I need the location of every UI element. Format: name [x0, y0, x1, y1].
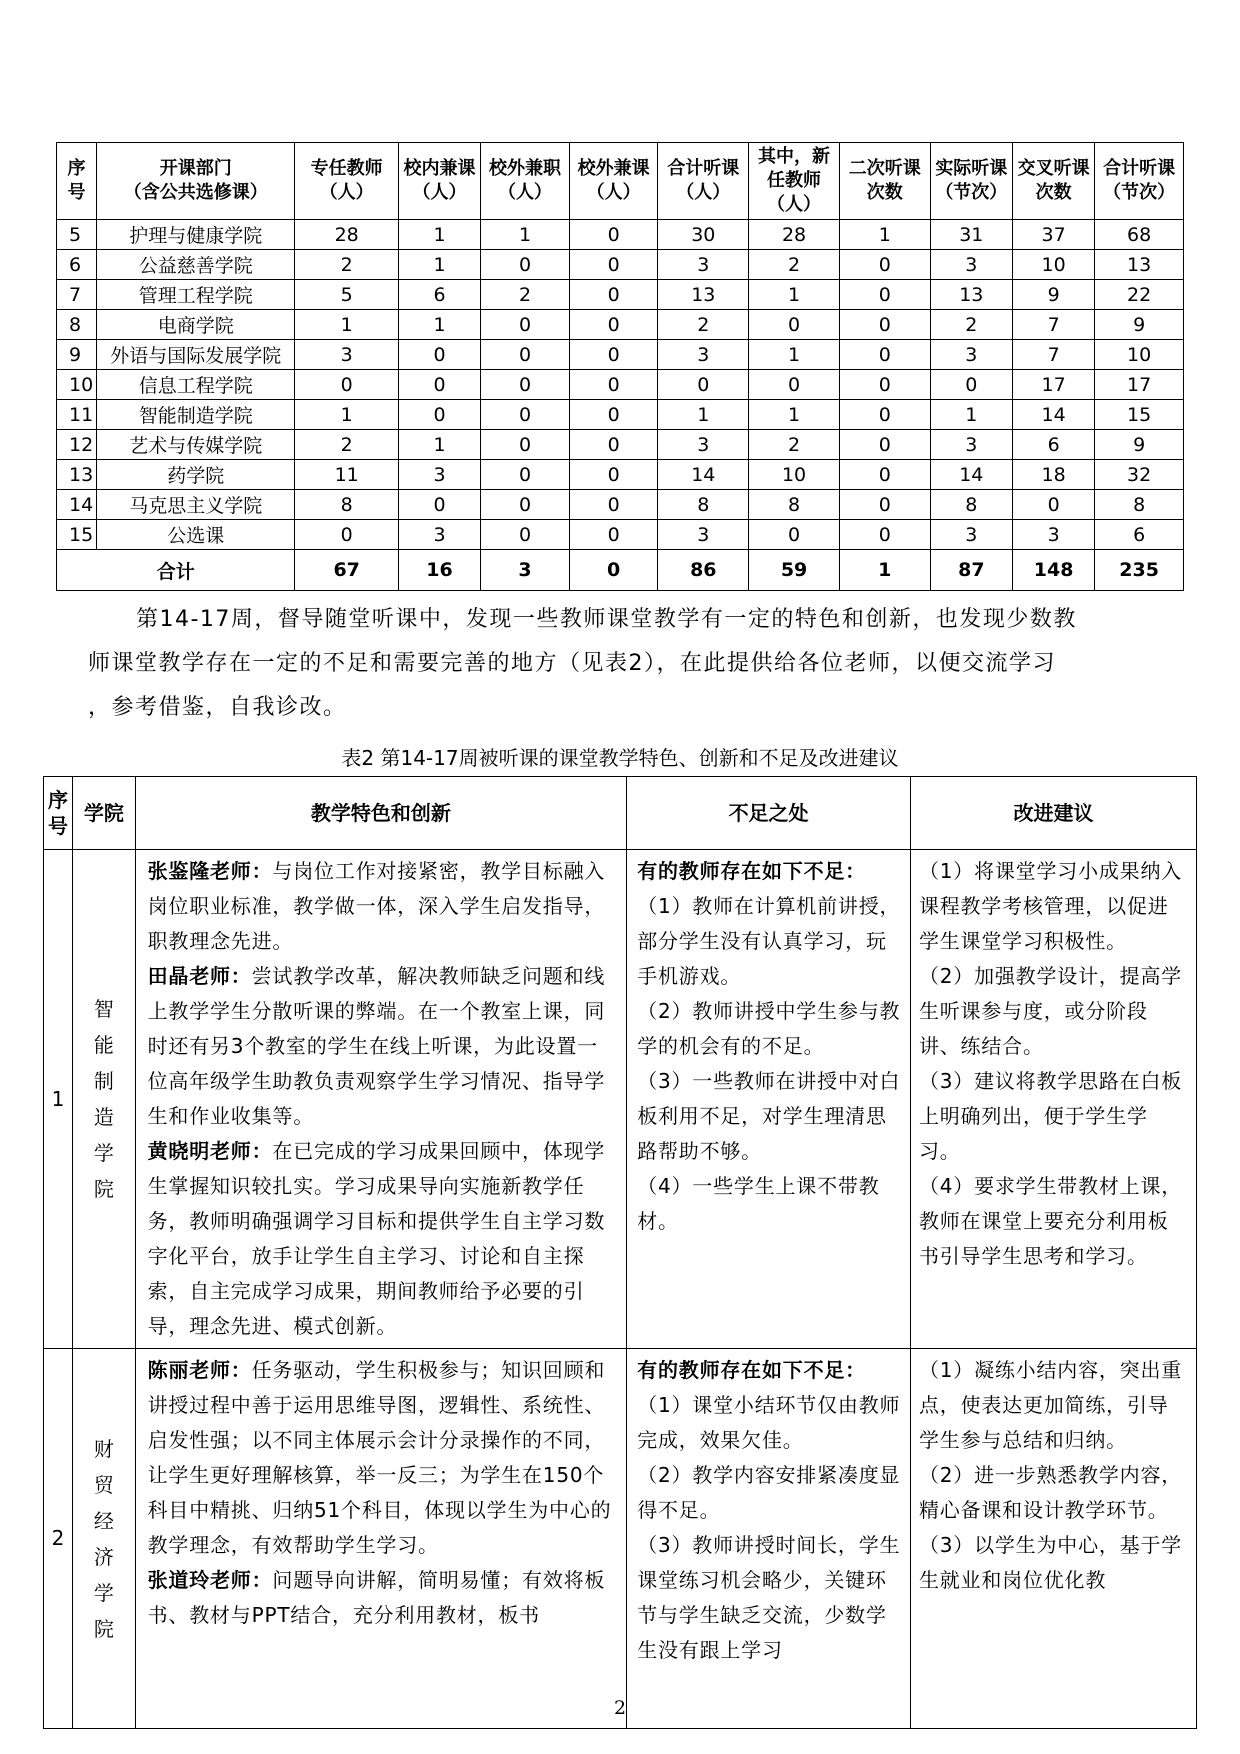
feature-text: 问题导向讲解，简明易懂；有效将板书、教材与PPT结合，充分利用教材，板书	[147, 1568, 606, 1627]
header-line: 序	[67, 158, 86, 179]
feature-text: 在已完成的学习成果回顾中，体现学生掌握知识较扎实。学习成果导向实施新教学任务，教师明确强调学习目标和提供学生自主学习数字化平台，放手让学生自主学习、讨论和自主探索，自主完成学习成果，期间教师给予必要的引导，理念先进、模式创新。	[147, 1139, 606, 1338]
table-cell: 0	[839, 520, 930, 550]
header-line: 其中，新	[758, 146, 831, 167]
table-row	[57, 340, 1184, 370]
table-cell: 1	[398, 220, 480, 250]
table1-header-cell	[398, 143, 480, 220]
table1-header-cell	[930, 143, 1012, 220]
table-cell: 18	[1012, 460, 1094, 490]
table-cell: 6	[398, 280, 480, 310]
table-cell: 0	[569, 490, 658, 520]
suggestion-item: （1）凝练小结内容，突出重点，使表达更加简练，引导学生参与总结和归纳。	[918, 1358, 1183, 1452]
table-cell: 68	[1095, 220, 1184, 250]
table1-header-cell	[97, 143, 295, 220]
table-cell: 0	[569, 250, 658, 280]
table-cell: 1	[295, 310, 398, 340]
table-row	[57, 400, 1184, 430]
header-line: （人）	[767, 194, 822, 215]
table-cell: 0	[398, 340, 480, 370]
table-row	[57, 460, 1184, 490]
table-cell: 3	[295, 340, 398, 370]
teacher-feature	[148, 1353, 617, 1563]
table-cell: 3	[658, 520, 749, 550]
table-cell: 1	[398, 430, 480, 460]
table2-header-row	[44, 777, 1197, 850]
table-cell: 37	[1012, 220, 1094, 250]
header-line: 合计听课	[1103, 158, 1176, 179]
table-cell: 10	[57, 370, 97, 400]
table-cell: 30	[658, 220, 749, 250]
teacher-name: 田晶老师：	[147, 964, 252, 988]
table-row	[57, 430, 1184, 460]
table-cell: 0	[839, 400, 930, 430]
table-cell: 0	[839, 490, 930, 520]
table-cell: 0	[749, 370, 840, 400]
table1-header-cell	[1095, 143, 1184, 220]
table-row	[57, 520, 1184, 550]
table-cell: 0	[839, 340, 930, 370]
teacher-feature	[148, 854, 617, 959]
header-line: （节次）	[935, 182, 1008, 203]
table-cell: 6	[1095, 520, 1184, 550]
header-line: 交叉听课	[1017, 158, 1090, 179]
table-cell: 0	[398, 400, 480, 430]
table-cell: 0	[481, 310, 570, 340]
total-cell: 86	[658, 550, 749, 591]
table-cell: 0	[749, 310, 840, 340]
table-cell: 0	[481, 250, 570, 280]
table-cell: 智能制造学院	[97, 400, 295, 430]
table-cell: 13	[930, 280, 1012, 310]
table-cell: 0	[569, 430, 658, 460]
row-number: 2	[44, 1349, 73, 1729]
table-cell: 1	[839, 220, 930, 250]
review-row	[44, 850, 1197, 1349]
table-cell: 0	[481, 490, 570, 520]
shortcoming-item: （2）教师讲授中学生参与教学的机会有的不足。	[637, 999, 901, 1058]
table-cell: 3	[658, 430, 749, 460]
table-cell: 电商学院	[97, 310, 295, 340]
header-line: 实际听课	[935, 158, 1008, 179]
table-cell: 8	[295, 490, 398, 520]
table1-header-row	[57, 143, 1184, 220]
table-cell: 14	[930, 460, 1012, 490]
header-line: 专任教师	[310, 158, 383, 179]
table-cell: 3	[1012, 520, 1094, 550]
college-char: 济	[93, 1544, 114, 1569]
table1-header-cell	[1012, 143, 1094, 220]
table1-header-cell	[658, 143, 749, 220]
paragraph-line: 第14-17周，督导随堂听课中，发现一些教师课堂教学有一定的特色和创新，也发现少数教	[136, 607, 1077, 632]
table-cell: 2	[749, 250, 840, 280]
table-cell: 15	[57, 520, 97, 550]
table-cell: 3	[930, 250, 1012, 280]
col-suggestions-header: 改进建议	[910, 777, 1196, 850]
table-cell: 17	[1012, 370, 1094, 400]
table1-header-cell	[57, 143, 97, 220]
total-row	[57, 550, 1184, 591]
shortcomings-heading: 有的教师存在如下不足：	[637, 1358, 866, 1382]
shortcomings-cell	[627, 1349, 911, 1729]
table-cell: 2	[295, 250, 398, 280]
table2-caption: 表2 第14-17周被听课的课堂教学特色、创新和不足及改进建议	[341, 746, 899, 770]
teacher-name: 陈丽老师：	[147, 1358, 252, 1382]
total-label: 合计	[57, 550, 295, 591]
table-cell: 7	[57, 280, 97, 310]
table-cell: 0	[398, 370, 480, 400]
college-char: 造	[93, 1105, 114, 1129]
header-line: 二次听课	[848, 158, 921, 179]
table-cell: 0	[569, 520, 658, 550]
teacher-feature	[148, 1134, 617, 1344]
table-cell: 8	[1095, 490, 1184, 520]
table-cell: 11	[57, 400, 97, 430]
features-cell	[135, 850, 627, 1349]
table-cell: 3	[398, 520, 480, 550]
college-char: 学	[93, 1141, 114, 1165]
table-cell: 0	[658, 370, 749, 400]
table1-header-cell	[569, 143, 658, 220]
table-cell: 3	[930, 520, 1012, 550]
shortcomings-heading: 有的教师存在如下不足：	[637, 859, 866, 883]
total-cell: 87	[930, 550, 1012, 591]
suggestions-cell	[910, 850, 1196, 1349]
college-char: 经	[93, 1508, 114, 1533]
paragraph-line: 师课堂教学存在一定的不足和需要完善的地方（见表2），在此提供给各位老师，以便交流学习	[88, 651, 1057, 676]
suggestion-item: （2）加强教学设计，提高学生听课参与度，或分阶段讲、练结合。	[918, 964, 1183, 1058]
table-cell: 9	[1095, 310, 1184, 340]
feature-text: 尝试教学改革，解决教师缺乏问题和线上教学学生分散听课的弊端。在一个教室上课，同时还有另3个教室的学生在线上听课，为此设置一位高年级学生助教负责观察学生学习情况、指导学生和作业收集等。	[147, 964, 606, 1128]
table-cell: 0	[839, 250, 930, 280]
header-line: （人）	[497, 182, 552, 203]
table-cell: 0	[839, 430, 930, 460]
table-cell: 6	[57, 250, 97, 280]
total-cell: 1	[839, 550, 930, 591]
shortcoming-item: （2）教学内容安排紧凑度显得不足。	[637, 1463, 901, 1522]
table-cell: 11	[295, 460, 398, 490]
header-line: 校外兼职	[488, 158, 561, 179]
header-line: （人）	[586, 182, 641, 203]
table-cell: 14	[658, 460, 749, 490]
table-cell: 0	[839, 460, 930, 490]
college-name	[73, 1349, 136, 1729]
table-cell: 0	[295, 520, 398, 550]
table-cell: 8	[57, 310, 97, 340]
table-cell: 外语与国际发展学院	[97, 340, 295, 370]
table-cell: 14	[1012, 400, 1094, 430]
table-cell: 31	[930, 220, 1012, 250]
header-line: （节次）	[1103, 182, 1176, 203]
table-cell: 0	[398, 490, 480, 520]
header-line: （人）	[676, 182, 731, 203]
table-cell: 2	[658, 310, 749, 340]
header-line: 校外兼课	[577, 158, 650, 179]
table-cell: 0	[295, 370, 398, 400]
table-cell: 公益慈善学院	[97, 250, 295, 280]
table-cell: 艺术与传媒学院	[97, 430, 295, 460]
table1-header-cell	[295, 143, 398, 220]
row-number: 1	[44, 850, 73, 1349]
table-cell: 0	[569, 220, 658, 250]
table-cell: 0	[839, 310, 930, 340]
table-row	[57, 490, 1184, 520]
suggestion-item: （3）以学生为中心，基于学生就业和岗位优化教	[918, 1533, 1183, 1592]
table-cell: 3	[658, 340, 749, 370]
table-cell: 1	[398, 250, 480, 280]
table-cell: 0	[749, 520, 840, 550]
table-cell: 0	[569, 460, 658, 490]
table-cell: 9	[57, 340, 97, 370]
teacher-feature	[148, 1563, 617, 1633]
header-line: 校内兼课	[403, 158, 476, 179]
table-cell: 0	[569, 370, 658, 400]
header-line: 次数	[1035, 182, 1072, 203]
listening-stats-table	[56, 142, 1184, 591]
table-cell: 公选课	[97, 520, 295, 550]
college-char: 智	[93, 997, 114, 1021]
table-row	[57, 310, 1184, 340]
table-cell: 28	[749, 220, 840, 250]
header-line: 开课部门	[159, 158, 232, 179]
table-cell: 0	[481, 430, 570, 460]
shortcoming-item: （1）教师在计算机前讲授，部分学生没有认真学习，玩手机游戏。	[637, 894, 901, 988]
table-cell: 15	[1095, 400, 1184, 430]
table-cell: 0	[569, 400, 658, 430]
table-cell: 1	[398, 310, 480, 340]
table-row	[57, 250, 1184, 280]
shortcomings-cell	[627, 850, 911, 1349]
page-number: 2	[613, 1697, 627, 1719]
table1-header-cell	[749, 143, 840, 220]
table-cell: 1	[658, 400, 749, 430]
college-char: 能	[93, 1033, 114, 1057]
table-cell: 0	[569, 310, 658, 340]
table-cell: 7	[1012, 340, 1094, 370]
table-cell: 1	[930, 400, 1012, 430]
table-row	[57, 220, 1184, 250]
col-shortcomings-header: 不足之处	[627, 777, 911, 850]
table-cell: 17	[1095, 370, 1184, 400]
college-char: 院	[93, 1177, 114, 1201]
total-cell: 59	[749, 550, 840, 591]
teaching-review-table	[43, 776, 1197, 1729]
table-cell: 药学院	[97, 460, 295, 490]
table-cell: 10	[1012, 250, 1094, 280]
table-cell: 13	[57, 460, 97, 490]
table-cell: 10	[749, 460, 840, 490]
col-no-header: 序 号	[44, 777, 73, 850]
total-cell: 235	[1095, 550, 1184, 591]
summary-paragraph	[88, 598, 1168, 730]
table-cell: 0	[481, 520, 570, 550]
table-cell: 管理工程学院	[97, 280, 295, 310]
teacher-name: 张鉴隆老师：	[147, 859, 273, 883]
feature-text: 任务驱动，学生积极参与；知识回顾和讲授过程中善于运用思维导图，逻辑性、系统性、启发性强；以不同主体展示会计分录操作的不同，让学生更好理解核算，举一反三；为学生在150个科目中精挑、归纳51个科目，体现以学生为中心的教学理念，有效帮助学生学习。	[147, 1358, 612, 1557]
table-cell: 9	[1095, 430, 1184, 460]
feature-text: 与岗位工作对接紧密，教学目标融入岗位职业标准，教学做一体，深入学生启发指导，职教理念先进。	[147, 859, 606, 953]
shortcoming-item: （3）教师讲授时间长，学生课堂练习机会略少，关键环节与学生缺乏交流，少数学生没有跟上学习	[637, 1533, 901, 1662]
col-college-header: 学院	[73, 777, 136, 850]
table-cell: 14	[57, 490, 97, 520]
table-cell: 0	[1012, 490, 1094, 520]
col-features-header: 教学特色和创新	[135, 777, 627, 850]
table-cell: 0	[839, 370, 930, 400]
table-cell: 8	[658, 490, 749, 520]
table-cell: 信息工程学院	[97, 370, 295, 400]
table-cell: 13	[658, 280, 749, 310]
college-name	[73, 850, 136, 1349]
total-cell: 67	[295, 550, 398, 591]
suggestion-item: （3）建议将教学思路在白板上明确列出，便于学生学习。	[918, 1069, 1183, 1163]
college-char: 财	[93, 1436, 114, 1461]
header-line: （含公共选修课）	[123, 182, 268, 203]
header-line: 号	[67, 182, 86, 203]
table-cell: 2	[930, 310, 1012, 340]
table-cell: 6	[1012, 430, 1094, 460]
header-line: （人）	[412, 182, 467, 203]
shortcoming-item: （3）一些教师在讲授中对白板利用不足，对学生理清思路帮助不够。	[637, 1069, 901, 1163]
table-cell: 0	[481, 340, 570, 370]
total-cell: 148	[1012, 550, 1094, 591]
table-cell: 0	[569, 280, 658, 310]
table-cell: 3	[658, 250, 749, 280]
table-cell: 8	[930, 490, 1012, 520]
college-char: 院	[93, 1616, 114, 1641]
college-char: 学	[93, 1580, 114, 1605]
table-cell: 13	[1095, 250, 1184, 280]
table-cell: 0	[569, 340, 658, 370]
total-cell: 0	[569, 550, 658, 591]
shortcoming-item: （1）课堂小结环节仅由教师完成，效果欠佳。	[637, 1393, 901, 1452]
college-char: 制	[93, 1069, 114, 1093]
table-cell: 1	[749, 280, 840, 310]
table-cell: 28	[295, 220, 398, 250]
table-cell: 12	[57, 430, 97, 460]
table-cell: 7	[1012, 310, 1094, 340]
table-cell: 10	[1095, 340, 1184, 370]
table-cell: 9	[1012, 280, 1094, 310]
suggestion-item: （1）将课堂学习小成果纳入课程教学考核管理，以促进学生课堂学习积极性。	[918, 859, 1183, 953]
table-row	[57, 370, 1184, 400]
total-cell: 16	[398, 550, 480, 591]
table-cell: 1	[749, 400, 840, 430]
table-cell: 1	[481, 220, 570, 250]
paragraph-line: ，参考借鉴，自我诊改。	[88, 695, 347, 720]
review-row	[44, 1349, 1197, 1729]
table1-header-cell	[839, 143, 930, 220]
table-cell: 0	[839, 280, 930, 310]
table-cell: 2	[295, 430, 398, 460]
header-line: （人）	[319, 182, 374, 203]
header-line: 合计听课	[667, 158, 740, 179]
table-cell: 0	[930, 370, 1012, 400]
table-cell: 22	[1095, 280, 1184, 310]
header-line: 次数	[866, 182, 903, 203]
teacher-name: 张道玲老师：	[147, 1568, 273, 1592]
table-cell: 32	[1095, 460, 1184, 490]
suggestions-cell	[910, 1349, 1196, 1729]
teacher-feature	[148, 959, 617, 1134]
table-cell: 1	[749, 340, 840, 370]
college-char: 贸	[93, 1472, 114, 1497]
table-cell: 1	[295, 400, 398, 430]
table-cell: 0	[481, 370, 570, 400]
table-cell: 马克思主义学院	[97, 490, 295, 520]
suggestion-item: （2）进一步熟悉教学内容，精心备课和设计教学环节。	[918, 1463, 1183, 1522]
table-cell: 护理与健康学院	[97, 220, 295, 250]
header-line: 任教师	[767, 170, 822, 191]
table-cell: 0	[481, 400, 570, 430]
table-cell: 3	[930, 430, 1012, 460]
table-cell: 5	[295, 280, 398, 310]
shortcoming-item: （4）一些学生上课不带教材。	[637, 1174, 880, 1233]
table-cell: 0	[481, 460, 570, 490]
table-cell: 5	[57, 220, 97, 250]
table-row	[57, 280, 1184, 310]
table-cell: 8	[749, 490, 840, 520]
features-cell	[135, 1349, 627, 1729]
table-cell: 3	[398, 460, 480, 490]
table-cell: 3	[930, 340, 1012, 370]
suggestion-item: （4）要求学生带教材上课，教师在课堂上要充分利用板书引导学生思考和学习。	[918, 1174, 1183, 1268]
table1-header-cell	[481, 143, 570, 220]
table-cell: 2	[481, 280, 570, 310]
table-cell: 2	[749, 430, 840, 460]
total-cell: 3	[481, 550, 570, 591]
teacher-name: 黄晓明老师：	[147, 1139, 273, 1163]
